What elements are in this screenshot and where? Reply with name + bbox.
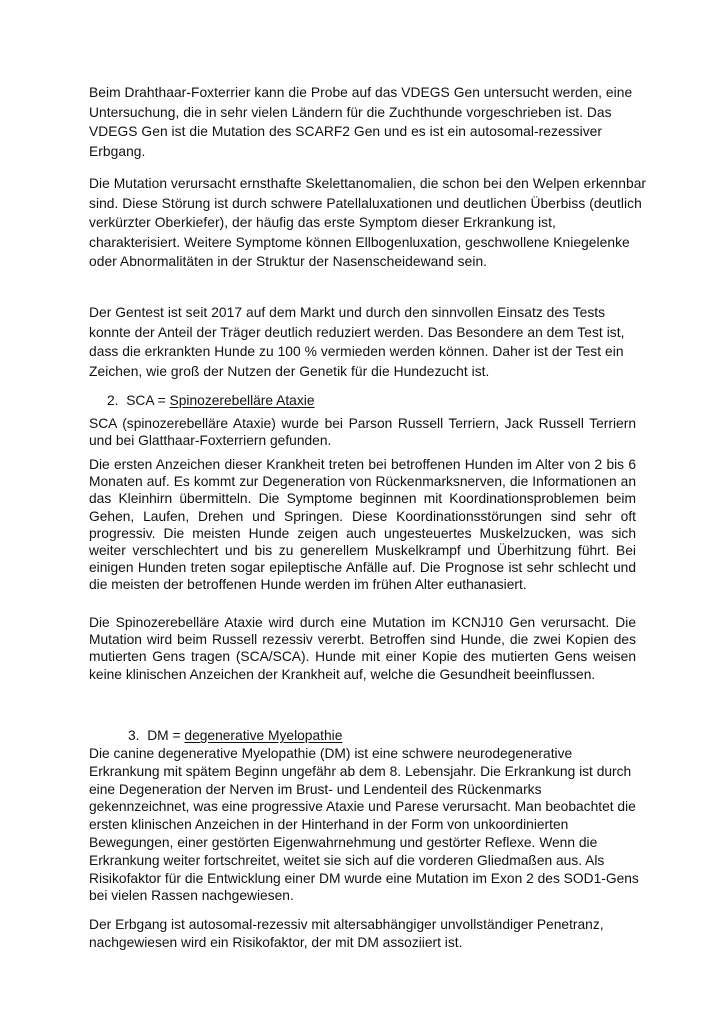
section-abbreviation: DM =	[147, 728, 181, 743]
section-abbreviation: SCA =	[126, 393, 166, 408]
paragraph-sca-genetics: Die Spinozerebelläre Ataxie wird durch eine Mutation im KCNJ10 Gen verursacht. Die Mutation wird beim Russell rezessiv vererbt. Betroffen sind Hunde, die zwei Kopien des mutierten Gens tragen (SCA/SCA). Hunde mit einer Kopie des mutierten Gens weisen keine klinischen Anzeichen der Krankheit auf, welche die Gesundheit beeinflussen.	[89, 615, 636, 682]
section-heading-sca	[107, 391, 315, 411]
paragraph-vdegs-test: Beim Drahthaar-Foxterrier kann die Probe auf das VDEGS Gen untersucht werden, eine Untersuchung, die in sehr vielen Ländern für die Zuchthunde vorgeschrieben ist. Das VDEGS Gen ist die Mutation des SCARF2 Gen und es ist ein autosomal-rezessiver Erbgang.	[89, 85, 633, 159]
section-heading-dm	[128, 726, 342, 746]
paragraph-sca-intro: SCA (spinozerebelläre Ataxie) wurde bei Parson Russell Terriern, Jack Russell Terriern und bei Glatthaar-Foxterriern gefunden.	[89, 416, 636, 449]
paragraph-gentest: Der Gentest ist seit 2017 auf dem Markt und durch den sinnvollen Einsatz des Tests konnte der Anteil der Träger deutlich reduziert werden. Das Besondere an dem Test ist, dass die erkrankten Hunde zu 100 % vermieden werden können. Daher ist der Test ein Zeichen, wie groß der Nutzen der Genetik für die Hundezucht ist.	[89, 305, 625, 379]
section-title: Spinozerebelläre Ataxie	[169, 393, 315, 408]
section-number: 3.	[128, 728, 140, 743]
paragraph-dm-description: Die canine degenerative Myelopathie (DM) ist eine schwere neurodegenerative Erkrankung mit spätem Beginn ungefähr ab dem 8. Lebensjahr. Die Erkrankung ist durch eine Degeneration der Nerven im Brust- und Lendenteil des Rückenmarks gekennzeichnet, was eine progressive Ataxie und Parese verursacht. Man beobachtet die ersten klinischen Anzeichen in der Hinterhand in der Form von unkoordinierten Bewegungen, einer gestörten Eigenwahrnehmung und gestörter Reflexe. Wenn die Erkrankung weiter fortschreitet, weitet sie sich auf die vorderen Gliedmaßen aus. Als Risikofaktor für die Entwicklung einer DM wurde eine Mutation im Exon 2 des SOD1-Gens bei vielen Rassen nachgewiesen.	[89, 746, 639, 904]
paragraph-sca-symptoms: Die ersten Anzeichen dieser Krankheit treten bei betroffenen Hunden im Alter von 2 bis 6 Monaten auf. Es kommt zur Degeneration von Rückenmarksnerven, die Informationen an das Kleinhirn übermitteln. Die Symptome beginnen mit Koordinationsproblemen beim Gehen, Laufen, Drehen und Springen. Diese Koordinationsstörungen sind sehr oft progressiv. Die meisten Hunde zeigen auch ungesteuertes Muskelzucken, was sich weiter verschlechtert und bis zu generellem Muskelkrampf und Überhitzung führt. Bei einigen Hunden treten sogar epileptische Anfälle auf. Die Prognose ist sehr schlecht und die meisten der betroffenen Hunde werden im frühen Alter euthanasiert.	[89, 457, 636, 593]
section-title: degenerative Myelopathie	[184, 728, 343, 743]
paragraph-dm-inheritance: Der Erbgang ist autosomal-rezessiv mit altersabhängiger unvollständiger Penetranz, nachgewiesen wird ein Risikofaktor, der mit DM assoziiert ist.	[89, 917, 604, 950]
section-number: 2.	[107, 393, 119, 408]
paragraph-vdegs-symptoms: Die Mutation verursacht ernsthafte Skelettanomalien, die schon bei den Welpen erkennbar sind. Diese Störung ist durch schwere Patellaluxationen und deutlichen Überbiss (deutlich verkürzter Oberkiefer), der häufig das erste Symptom dieser Erkrankung ist, charakterisiert. Weitere Symptome können Ellbogenluxation, geschwollene Kniegelenke oder Abnormalitäten in der Struktur der Nasenscheidewand sein.	[89, 176, 647, 270]
